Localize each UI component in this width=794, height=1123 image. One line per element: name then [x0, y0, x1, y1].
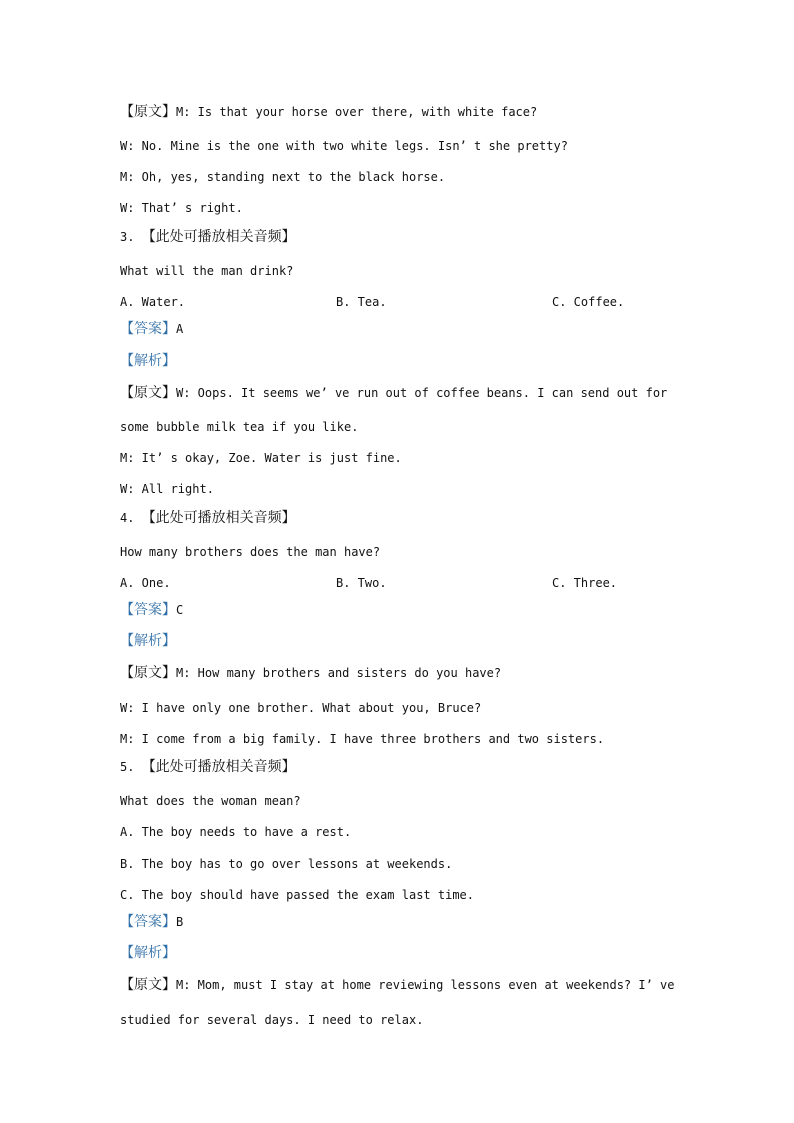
q2-original-line-1: 【原文】M: Is that your horse over there, with white face?	[120, 104, 538, 120]
q5-audio-heading: 5. 【此处可播放相关音频】	[120, 759, 296, 775]
q3-analysis: 【解析】	[120, 353, 176, 369]
q3-original-line-1: 【原文】W: Oops. It seems we’ ve run out of coffee beans. I can send out for	[120, 385, 668, 401]
q3-option-c: C. Coffee.	[552, 295, 625, 309]
q5-analysis: 【解析】	[120, 945, 176, 961]
q5-answer: 【答案】B	[120, 914, 184, 930]
q4-original-line-2: W: I have only one brother. What about you, Bruce?	[120, 701, 482, 715]
original-tag: 【原文】	[120, 104, 176, 120]
q4-question: How many brothers does the man have?	[120, 545, 381, 559]
q3-option-a: A. Water.	[120, 295, 186, 309]
q3-audio-heading: 3. 【此处可播放相关音频】	[120, 229, 296, 245]
q4-option-c: C. Three.	[552, 576, 618, 590]
q3-answer: 【答案】A	[120, 321, 184, 337]
q4-option-b: B. Two.	[336, 576, 387, 590]
q3-option-b: B. Tea.	[336, 295, 387, 309]
q3-original-line-3: M: It’ s okay, Zoe. Water is just fine.	[120, 451, 402, 465]
q3-original-line-2: some bubble milk tea if you like.	[120, 420, 359, 434]
q4-option-a: A. One.	[120, 576, 171, 590]
q5-original-line-2: studied for several days. I need to relax.	[120, 1013, 424, 1027]
q3-question: What will the man drink?	[120, 264, 294, 278]
q5-option-c: C. The boy should have passed the exam last time.	[120, 888, 475, 902]
q5-option-b: B. The boy has to go over lessons at weekends.	[120, 857, 453, 871]
q5-original-line-1: 【原文】M: Mom, must I stay at home reviewing lessons even at weekends? I’ ve	[120, 977, 675, 993]
q2-original-line-4: W: That’ s right.	[120, 201, 243, 215]
q4-analysis: 【解析】	[120, 633, 176, 649]
q5-option-a: A. The boy needs to have a rest.	[120, 825, 352, 839]
q4-audio-heading: 4. 【此处可播放相关音频】	[120, 510, 296, 526]
q4-original-line-1: 【原文】M: How many brothers and sisters do you have?	[120, 665, 502, 681]
q2-original-line-3: M: Oh, yes, standing next to the black horse.	[120, 170, 446, 184]
q3-original-line-4: W: All right.	[120, 482, 214, 496]
q4-original-line-3: M: I come from a big family. I have three brothers and two sisters.	[120, 732, 605, 746]
q2-original-line-2: W: No. Mine is the one with two white legs. Isn’ t she pretty?	[120, 139, 568, 153]
q4-answer: 【答案】C	[120, 602, 184, 618]
q5-question: What does the woman mean?	[120, 794, 301, 808]
